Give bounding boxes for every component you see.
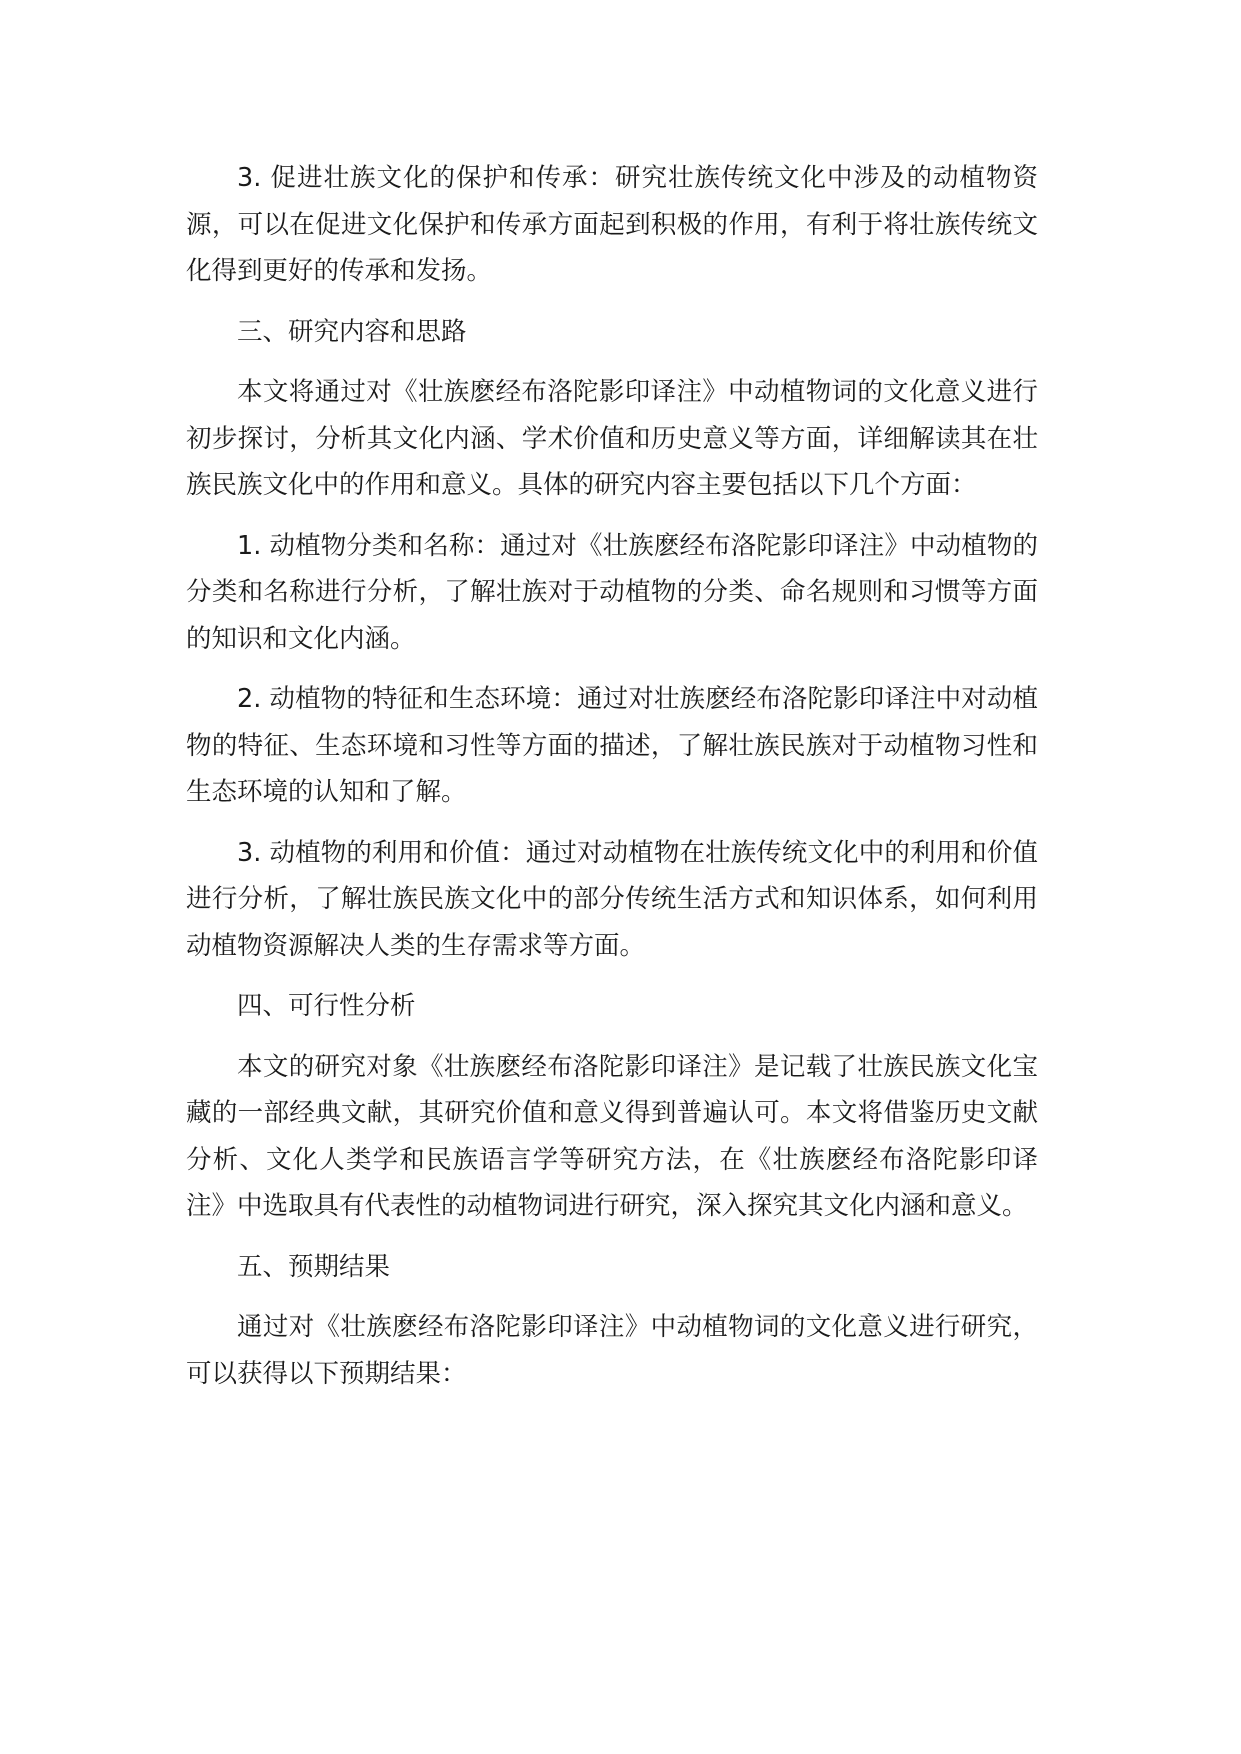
document-body: [186, 155, 1038, 1397]
section-heading-content-and-approach: 三、研究内容和思路: [237, 316, 467, 347]
list-item-classification-names: 1. 动植物分类和名称：通过对《壮族麽经布洛陀影印译注》中动植物的分类和名称进行分析，了解壮族对于动植物的分类、命名规则和习惯等方面的知识和文化内涵。: [186, 530, 1038, 654]
section-heading-expected-results: 五、预期结果: [237, 1251, 391, 1282]
body-paragraph-expected-results: 通过对《壮族麽经布洛陀影印译注》中动植物词的文化意义进行研究，可以获得以下预期结果：: [186, 1312, 1038, 1389]
body-paragraph-feasibility: 本文的研究对象《壮族麽经布洛陀影印译注》是记载了壮族民族文化宝藏的一部经典文献，其研究价值和意义得到普遍认可。本文将借鉴历史文献分析、文化人类学和民族语言学等研究方法，在《壮族麽经布洛陀影印译注》中选取具有代表性的动植物词进行研究，深入探究其文化内涵和意义。: [186, 1051, 1038, 1221]
list-item-features-ecology: 2. 动植物的特征和生态环境：通过对壮族麽经布洛陀影印译注中对动植物的特征、生态环境和习性等方面的描述，了解壮族民族对于动植物习性和生态环境的认知和了解。: [186, 684, 1038, 807]
list-item-use-and-value: 3. 动植物的利用和价值：通过对动植物在壮族传统文化中的利用和价值进行分析，了解壮族民族文化中的部分传统生活方式和知识体系，如何利用动植物资源解决人类的生存需求等方面。: [186, 837, 1038, 961]
section-heading-feasibility: 四、可行性分析: [237, 991, 416, 1021]
body-paragraph-research-intro: 本文将通过对《壮族麽经布洛陀影印译注》中动植物词的文化意义进行初步探讨，分析其文化内涵、学术价值和历史意义等方面，详细解读其在壮族民族文化中的作用和意义。具体的研究内容主要包括以下几个方面：: [186, 377, 1038, 500]
list-item-promote-protection: 3. 促进壮族文化的保护和传承：研究壮族传统文化中涉及的动植物资源，可以在促进文化保护和传承方面起到积极的作用，有利于将壮族传统文化得到更好的传承和发扬。: [186, 163, 1038, 286]
